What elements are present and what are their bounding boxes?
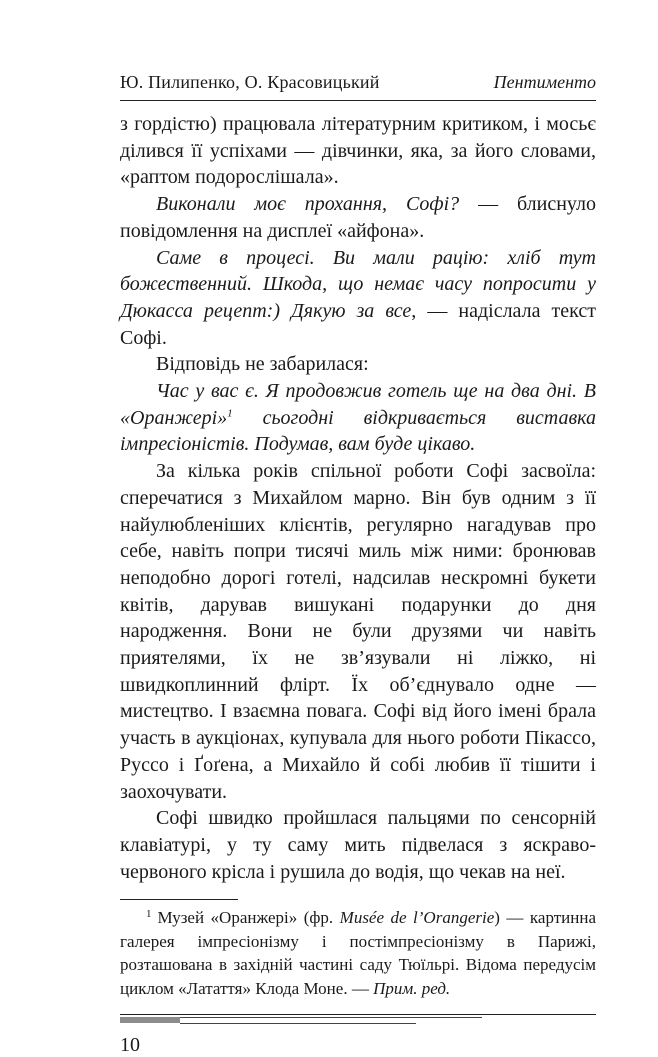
message-text: Саме в процесі. Ви мали рацію: хліб тут божественний. Шкода, що немає часу попросити у Дюкасса рецепт:) Дякую за все bbox=[120, 246, 596, 322]
footnote-text: Музей «Оранжері» (фр. bbox=[157, 908, 340, 928]
page-number: 10 bbox=[120, 1034, 140, 1057]
paragraph bbox=[120, 191, 596, 244]
narration-text: , — надіслала текст Софі. bbox=[120, 299, 596, 349]
running-header bbox=[120, 60, 596, 100]
footer-gray-block bbox=[120, 1017, 180, 1023]
header-rule bbox=[120, 100, 596, 101]
message-text: Час у вас є. Я продовжив готель ще на два дні. В «Оранжері» bbox=[120, 380, 596, 429]
footnote-marker: 1 bbox=[146, 907, 152, 920]
footer-line bbox=[180, 1017, 482, 1018]
footer-rule bbox=[120, 1014, 596, 1015]
message-text: Виконали моє прохання, Софі? bbox=[156, 193, 460, 216]
footer-decoration bbox=[120, 1014, 596, 1026]
footnote bbox=[120, 906, 596, 1000]
main-text bbox=[120, 111, 596, 885]
paragraph bbox=[120, 245, 596, 352]
message-text: сьогодні відкривається виставка імпресіоністів. Подумав, вам буде цікаво. bbox=[120, 406, 596, 456]
narration-text: — блиснуло повідомлення на дисплеї «айфона». bbox=[120, 193, 596, 242]
footnote-separator bbox=[120, 899, 238, 900]
header-authors: Ю. Пилипенко, О. Красовицький bbox=[120, 72, 380, 92]
footnote-text-italic: Musée de l’Orangerie bbox=[339, 908, 495, 928]
paragraph bbox=[120, 378, 596, 458]
paragraph: Софі швидко пройшлася пальцями по сенсорній клавіатурі, у ту саму мить підвелася з яскраво-червоного крісла і рушила до водія, що чекав на неї. bbox=[120, 807, 596, 883]
paragraph: Відповідь не забарилася: bbox=[156, 353, 369, 376]
editor-note: Прим. ред. bbox=[373, 978, 451, 998]
paragraph: з гордістю) працювала літературним критиком, і мосьє ділився її успіхами — дівчинки, яка, за його словами, «раптом подорослішала». bbox=[120, 113, 596, 189]
footnote-text: ) — картинна галерея імпресіонізму і постімпресіонізму в Парижі, розташована в західній частині саду Тюїльрі. Відома передусім циклом «Латаття» Клода Моне. — bbox=[120, 908, 596, 998]
footnote-reference: 1 bbox=[227, 407, 233, 420]
footnote-paragraph bbox=[120, 906, 596, 1000]
book-page bbox=[120, 60, 596, 1057]
header-title: Пентименто bbox=[493, 72, 596, 92]
paragraph: За кілька років спільної роботи Софі засвоїла: сперечатися з Михайлом марно. Він був одним з її найулюбленіших клієнтів, регулярно нагадував про себе, навіть попри тисячі миль між ними: бронював неподобно дорогі готелі, надсилав нескромні букети квітів, дарував вишукані подарунки до дня народження. Вони не були друзями чи навіть приятелями, їх не зв’язували ні ліжко, ні швидкоплинний флірт. Їх об’єднувало одне — мистецтво. І взаємна повага. Софі від його імені брала участь в аукціонах, купувала для нього роботи Пікассо, Руссо і Ґоґена, а Михайло й собі любив її тішити і заохочувати. bbox=[120, 460, 596, 803]
